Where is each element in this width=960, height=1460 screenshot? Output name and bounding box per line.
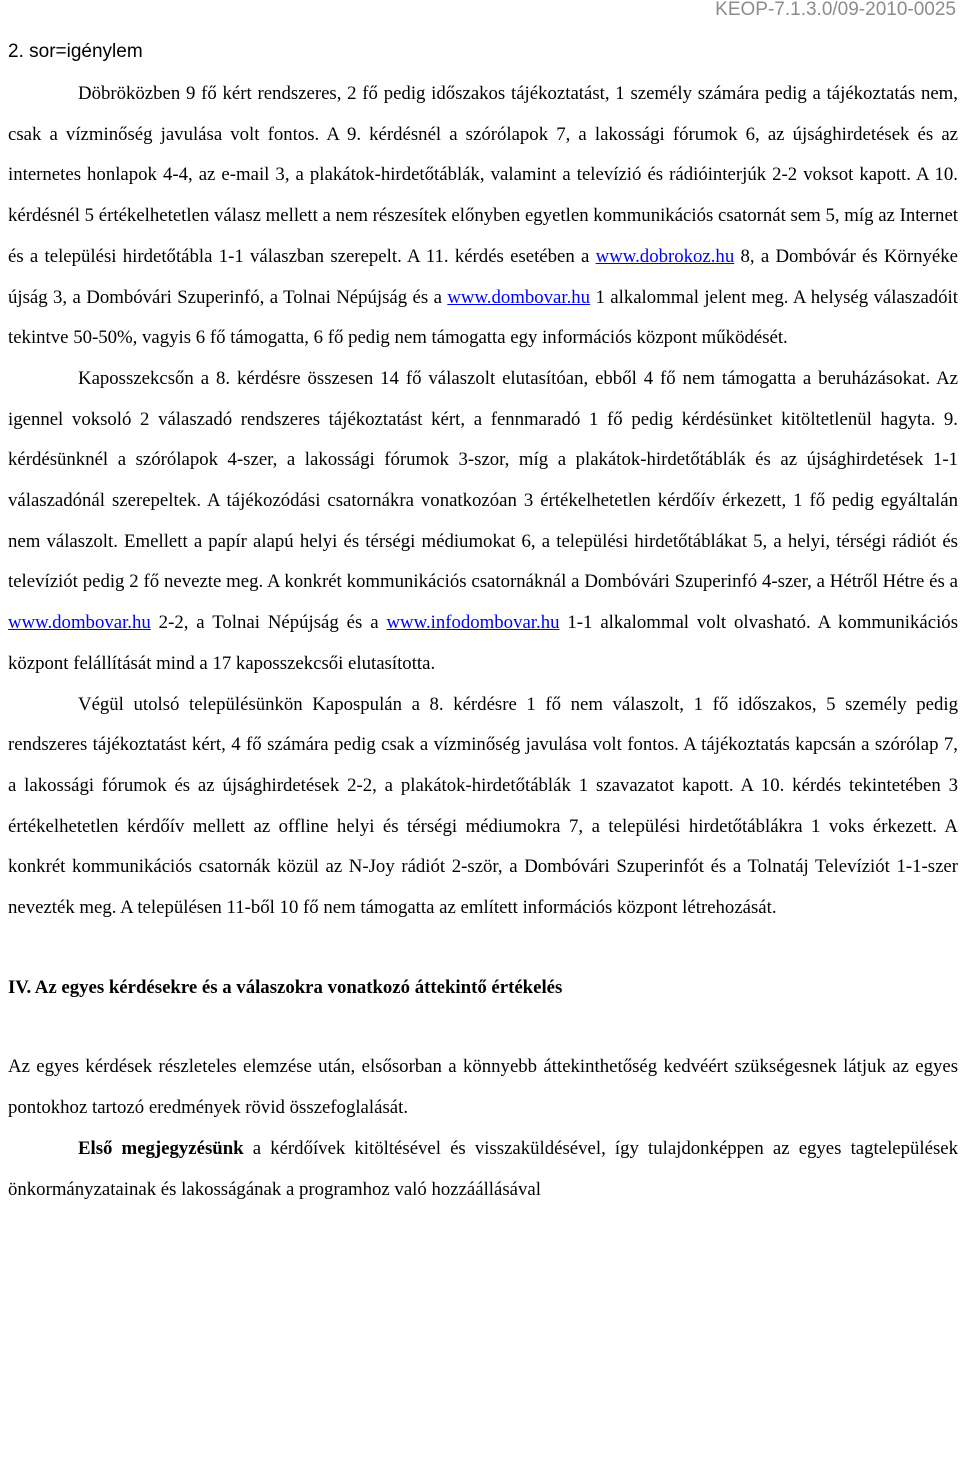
paragraph-dobrokoz bbox=[8, 74, 958, 359]
paragraph-text: Döbröközben 9 fő kért rendszeres, 2 fő pedig időszakos tájékoztatást, 1 személy számára pedig a tájékoztatás nem, csak a vízminőség javulása volt fontos. A 9. kérdésnél a szórólapok 7, a lakossági fórumok 6, az újsághirdetések és az internetes honlapok 4-4, az e-mail 3, a plakátok-hirdetőtáblák, valamint a televízió és rádióinterjúk 2-2 voksot kapott. A 10. kérdésnél 5 értékelhetetlen válasz mellett a nem részesítek előnyben egyetlen kommunikációs csatornát sem 5, míg az Internet és a települési hirdetőtábla 1-1 válaszban szerepelt. A 11. kérdés esetében a bbox=[8, 83, 958, 267]
paragraph-text: 2-2, a Tolnai Népújság és a bbox=[150, 612, 387, 634]
document-id: KEOP-7.1.3.0/09-2010-0025 bbox=[715, 0, 956, 20]
paragraph-kaposszekcso bbox=[8, 359, 958, 685]
paragraph-kapospula: Végül utolsó településünkön Kapospulán a 8. kérdésre 1 fő nem válaszolt, 1 fő időszakos, 5 személy pedig rendszeres tájékoztatást kért, 4 fő számára pedig csak a vízminőség javulása volt fontos. A tájékoztatás kapcsán a szórólap 7, a lakossági fórumok és az újsághirdetések 2-2, a plakátok-hirdetőtáblák 1 szavazatot kapott. A 10. kérdés tekintetében 3 értékelhetetlen kérdőív mellett az offline helyi és térségi médiumokra 7, a települési hirdetőtáblákra 1 voks érkezett. A konkrét kommunikációs csatornák közül az N-Joy rádiót 2-ször, a Dombóvári Szuperinfót és a Tolnatáj Televíziót 1-1-szer nevezték meg. A településen 11-ből 10 fő nem támogatta az említett információs központ létrehozását. bbox=[8, 693, 958, 919]
link-infodombovar[interactable]: www.infodombovar.hu bbox=[386, 612, 560, 634]
link-dombovar[interactable]: www.dombovar.hu bbox=[447, 286, 591, 308]
bold-phrase: Első megjegyzésünk bbox=[78, 1137, 244, 1159]
document-body bbox=[8, 74, 958, 1210]
link-dobrokoz[interactable]: www.dobrokoz.hu bbox=[595, 245, 735, 267]
section-title: 2. sor=igénylem bbox=[8, 41, 143, 62]
link-dombovar[interactable]: www.dombovar.hu bbox=[8, 612, 151, 634]
paragraph-text: a kérdőívek kitöltésével és visszaküldésével, így tulajdonképpen az egyes tagtelepülések önkormányzatainak és lakosságának a programhoz való hozzáállásával bbox=[8, 1137, 958, 1200]
document-page bbox=[8, 0, 958, 1460]
section-heading: IV. Az egyes kérdésekre és a válaszokra vonatkozó áttekintő értékelés bbox=[8, 976, 563, 998]
paragraph-text: 8, a Dombóvár és Környéke újság 3, a Dombóvári Szuperinfó, a Tolnai Népújság és a bbox=[8, 245, 958, 308]
paragraph-text: Kaposszekcsőn a 8. kérdésre összesen 14 fő válaszolt elutasítóan, ebből 4 fő nem támogatta a beruházásokat. Az igennel voksoló 2 válaszadó rendszeres tájékoztatást kért, a fennmaradó 1 fő pedig kérdésünket kitöltetlenül hagyta. 9. kérdésünknél a szórólapok 4-szer, a lakossági fórumok 3-szor, míg a plakátok-hirdetőtáblák és az újsághirdetések 1-1 válaszadónál szerepeltek. A tájékozódási csatornákra vonatkozóan 3 értékelhetetlen kérdőív érkezett, 1 fő pedig egyáltalán nem válaszolt. Emellett a papír alapú helyi és térségi médiumokat 6, a települési hirdetőtáblákat 5, a helyi, térségi rádiót és televíziót pedig 2 fő nevezte meg. A konkrét kommunikációs csatornáknál a Dombóvári Szuperinfó 4-szer, a Hétről Hétre és a bbox=[8, 367, 958, 593]
paragraph-text: 1-1 alkalommal volt olvasható. A kommunikációs központ felállítását mind a 17 kaposszekcsői elutasította. bbox=[8, 612, 958, 674]
paragraph-summary-intro: Az egyes kérdések részleteles elemzése után, elsősorban a könnyebb áttekinthetőség kedvéért szükségesnek látjuk az egyes pontokhoz tartozó eredmények rövid összefoglalását. bbox=[8, 1056, 958, 1119]
paragraph-first-remark bbox=[8, 1129, 958, 1210]
paragraph-text: 1 alkalommal jelent meg. A helység válaszadóit tekintve 50-50%, vagyis 6 fő támogatta, 6 fő pedig nem támogatta egy információs központ működését. bbox=[8, 286, 958, 349]
